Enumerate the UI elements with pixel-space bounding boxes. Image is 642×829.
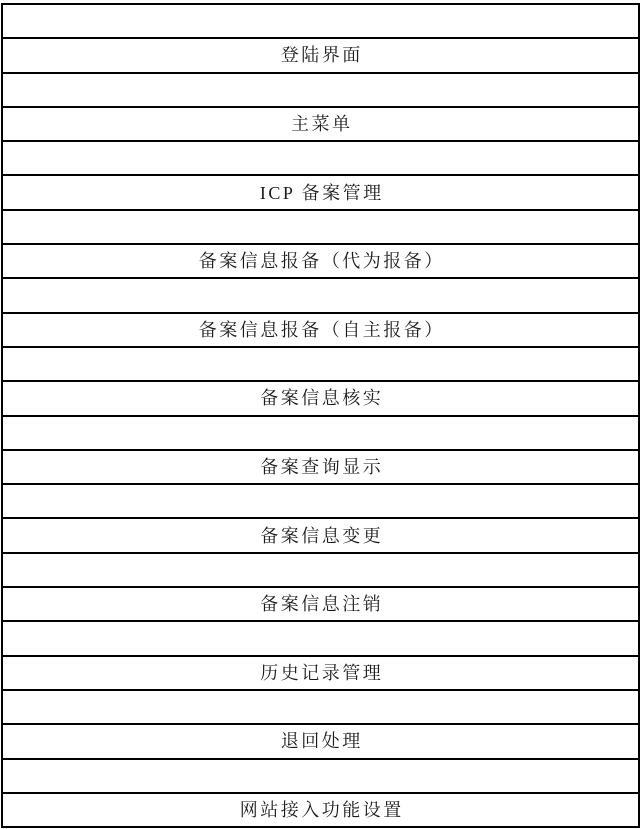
- screen-title-report-proxy: 备案信息报备（代为报备）: [198, 251, 445, 272]
- screen-list-table: [1, 3, 640, 828]
- screen-title-history-management: 历史记录管理: [260, 662, 384, 683]
- screen-title-info-change: 备案信息变更: [260, 525, 384, 546]
- spacer-row: [3, 74, 638, 108]
- screen-title-return-processing: 退回处理: [280, 731, 363, 752]
- spacer-row: [3, 142, 638, 176]
- spacer-row: [3, 760, 638, 794]
- screen-title-row: [3, 794, 638, 826]
- spacer-row: [3, 211, 638, 245]
- screen-title-info-cancel: 备案信息注销: [260, 594, 384, 615]
- spacer-row: [3, 348, 638, 382]
- screen-title-report-self: 备案信息报备（自主报备）: [198, 319, 445, 340]
- spacer-row: [3, 5, 638, 39]
- screen-title-row: [3, 725, 638, 759]
- screen-title-main-menu: 主菜单: [291, 114, 353, 135]
- screen-title-row: [3, 519, 638, 553]
- screen-title-row: [3, 314, 638, 348]
- screen-title-row: [3, 657, 638, 691]
- screen-title-query-display: 备案查询显示: [260, 457, 384, 477]
- screen-title-row: [3, 176, 638, 210]
- spacer-row: [3, 485, 638, 519]
- screen-title-row: [3, 588, 638, 622]
- spacer-row: [3, 691, 638, 725]
- screen-title-row: [3, 451, 638, 485]
- screen-title-row: [3, 108, 638, 142]
- spacer-row: [3, 279, 638, 313]
- spacer-row: [3, 417, 638, 451]
- screen-title-row: [3, 382, 638, 416]
- screen-title-info-verify: 备案信息核实: [260, 388, 384, 409]
- screen-title-row: [3, 39, 638, 73]
- spacer-row: [3, 622, 638, 656]
- spacer-row: [3, 554, 638, 588]
- screen-title-icp-management: ICP 备案管理: [259, 182, 384, 203]
- screen-title-row: [3, 245, 638, 279]
- screen-title-site-access-settings: 网站接入功能设置: [239, 799, 404, 820]
- screen-title-login: 登陆界面: [280, 45, 363, 66]
